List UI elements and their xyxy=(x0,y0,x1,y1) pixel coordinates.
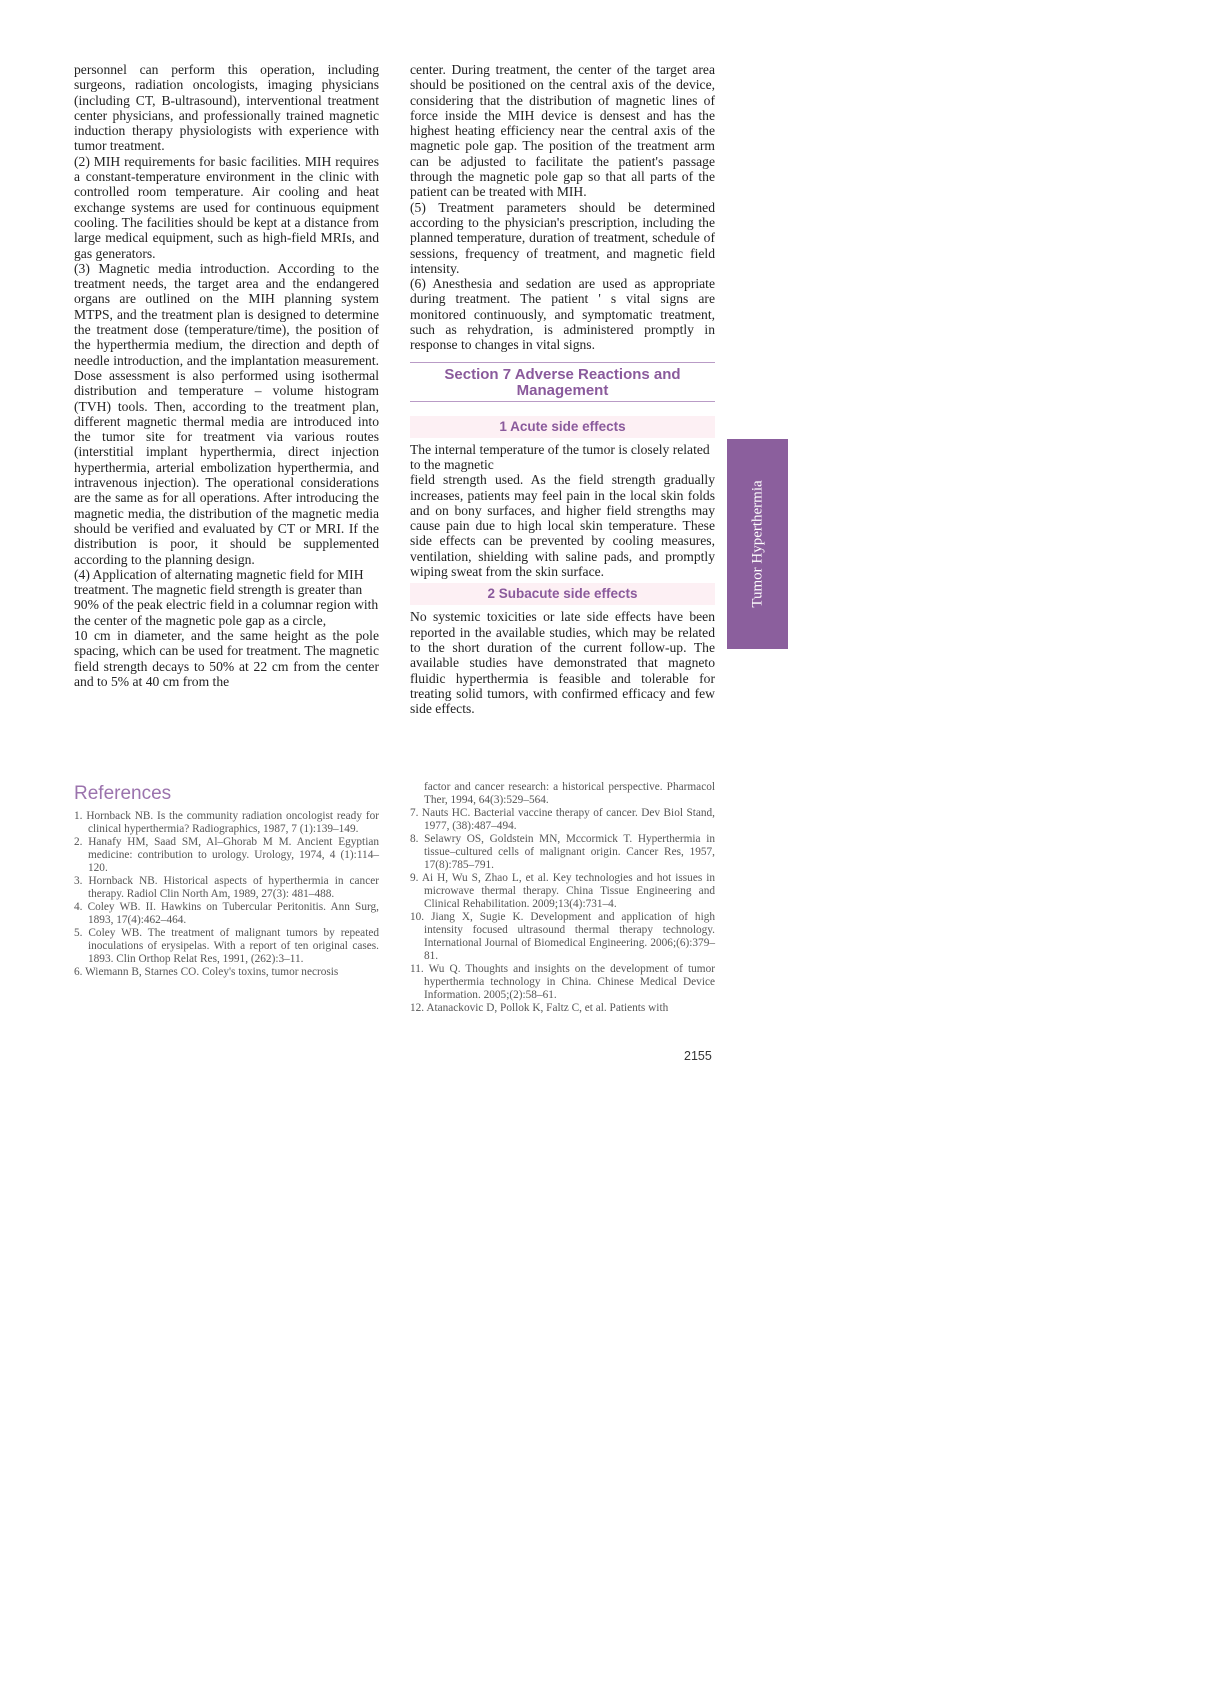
paragraph: (2) MIH requirements for basic facilities. MIH requires a constant-temperature environment in the clinic with controlled room temperature. Air cooling and heat exchange systems are used for continuous equipment cooling. The facilities should be kept at a distance from large medical equipment, such as high-field MRIs, and gas generators. xyxy=(74,153,379,261)
page-number: 2155 xyxy=(684,1049,712,1063)
reference-continuation: factor and cancer research: a historical perspective. Pharmacol Ther, 1994, 64(3):529–564. xyxy=(424,781,715,806)
reference-item: 12. Atanackovic D, Pollok K, Faltz C, et al. Patients with xyxy=(410,1002,669,1014)
reference-item: 5. Coley WB. The treatment of malignant tumors by repeated inoculations of erysipelas. With a report of ten original cases. 1893. Clin Orthop Relat Res, 1991, (262):3–11. xyxy=(74,927,379,965)
reference-item: 1. Hornback NB. Is the community radiation oncologist ready for clinical hyperthermia? Radiographics, 1987, 7 (1):139–149. xyxy=(74,810,379,835)
reference-item: 6. Wiemann B, Starnes CO. Coley's toxins, tumor necrosis xyxy=(74,966,339,978)
references-heading: References xyxy=(74,783,172,804)
paragraph: The internal temperature of the tumor is closely related to the magnetic xyxy=(410,441,710,472)
reference-item: 9. Ai H, Wu S, Zhao L, et al. Key technologies and hot issues in microwave thermal therapy. China Tissue Engineering and Clinical Rehabilitation. 2009;13(4):731–4. xyxy=(410,872,715,910)
references-list-left xyxy=(74,810,379,979)
reference-item: 2. Hanafy HM, Saad SM, Al–Ghorab M M. Ancient Egyptian medicine: contribution to urology. Urology, 1974, 4 (1):114–120. xyxy=(74,836,379,874)
section-heading: Section 7 Adverse Reactions and Management xyxy=(410,362,715,402)
paragraph: (6) Anesthesia and sedation are used as appropriate during treatment. The patient ' s vital signs are monitored continuously, and symptomatic treatment, such as rehydration, is administered promptly in response to changes in vital signs. xyxy=(410,276,715,353)
body-column-left xyxy=(74,62,379,689)
paragraph: (5) Treatment parameters should be determined according to the physician's prescription, including the planned temperature, duration of treatment, schedule of sessions, frequency of treatment, and magnetic field intensity. xyxy=(410,199,715,276)
paragraph: center. During treatment, the center of the target area should be positioned on the central axis of the device, considering that the distribution of magnetic lines of force inside the MIH device is densest and has the highest heating efficiency near the central axis of the magnetic pole gap. The position of the treatment arm can be adjusted to facilitate the patient's passage through the magnetic pole gap so that all parts of the patient can be treated with MIH. xyxy=(410,62,715,200)
paragraph: No systemic toxicities or late side effects have been reported in the available studies, which may be related to the short duration of the current follow-up. The available studies have demonstrated that magneto fluidic hyperthermia is feasible and tolerable for treating solid tumors, with confirmed efficacy and few side effects. xyxy=(410,609,715,717)
reference-item: 8. Selawry OS, Goldstein MN, Mccormick T. Hyperthermia in tissue–cultured cells of malignant origin. Cancer Res, 1957, 17(8):785–791. xyxy=(410,833,715,871)
references-list-right xyxy=(410,781,715,1015)
subsection-heading-subacute: 2 Subacute side effects xyxy=(410,583,715,605)
reference-item: 3. Hornback NB. Historical aspects of hyperthermia in cancer therapy. Radiol Clin North Am, 1989, 27(3): 481–488. xyxy=(74,875,379,900)
side-section-tab xyxy=(727,439,788,649)
subsection-heading-acute: 1 Acute side effects xyxy=(410,416,715,438)
paragraph: field strength used. As the field strength gradually increases, patients may feel pain in the local skin folds and on bony surfaces, and higher field strengths may cause pain due to high local skin temperature. These side effects can be prevented by cooling measures, ventilation, shielding with saline pads, and promptly wiping sweat from the skin surface. xyxy=(410,472,715,580)
paragraph: 10 cm in diameter, and the same height as the pole spacing, which can be used for treatment. The magnetic field strength decays to 50% at 22 cm from the center and to 5% at 40 cm from the xyxy=(74,627,379,689)
reference-item: 11. Wu Q. Thoughts and insights on the development of tumor hyperthermia technology in China. Chinese Medical Device Information. 2005;(2):58–61. xyxy=(410,963,715,1001)
paragraph: personnel can perform this operation, including surgeons, radiation oncologists, imaging physicians (including CT, B-ultrasound), interventional treatment center physicians, and professionally trained magnetic induction therapy physiologists with experience with tumor treatment. xyxy=(74,62,379,154)
reference-item: 7. Nauts HC. Bacterial vaccine therapy of cancer. Dev Biol Stand, 1977, (38):487–494. xyxy=(410,807,715,832)
paragraph: (3) Magnetic media introduction. According to the treatment needs, the target area and the endangered organs are outlined on the MIH planning system MTPS, and the treatment plan is designed to determine the treatment dose (temperature/time), the position of the hyperthermia medium, the direction and depth of needle introduction, and the implantation measurement. Dose assessment is also performed using isothermal distribution and temperature – volume histogram (TVH) tools. Then, according to the treatment plan, different magnetic thermal media are introduced into the tumor site for treatment via various routes (interstitial implant hyperthermia, direct injection hyperthermia, arterial embolization hyperthermia, and intravenous injection). The operational considerations are the same as for all operations. After introducing the magnetic media, the distribution of the magnetic media should be verified and evaluated by CT or MRI. If the distribution is poor, it should be supplemented according to the planning design. xyxy=(74,260,379,567)
side-tab-label: Tumor Hyperthermia xyxy=(749,480,765,608)
body-column-right xyxy=(410,62,715,716)
paragraph: (4) Application of alternating magnetic field for MIH treatment. The magnetic field strength is greater than 90% of the peak electric field in a columnar region with the center of the magnetic pole gap as a circle, xyxy=(74,566,379,628)
reference-item: 4. Coley WB. II. Hawkins on Tubercular Peritonitis. Ann Surg, 1893, 17(4):462–464. xyxy=(74,901,379,926)
reference-item: 10. Jiang X, Sugie K. Development and application of high intensity focused ultrasound thermal therapy technology. International Journal of Biomedical Engineering. 2006;(6):379–81. xyxy=(410,911,715,962)
